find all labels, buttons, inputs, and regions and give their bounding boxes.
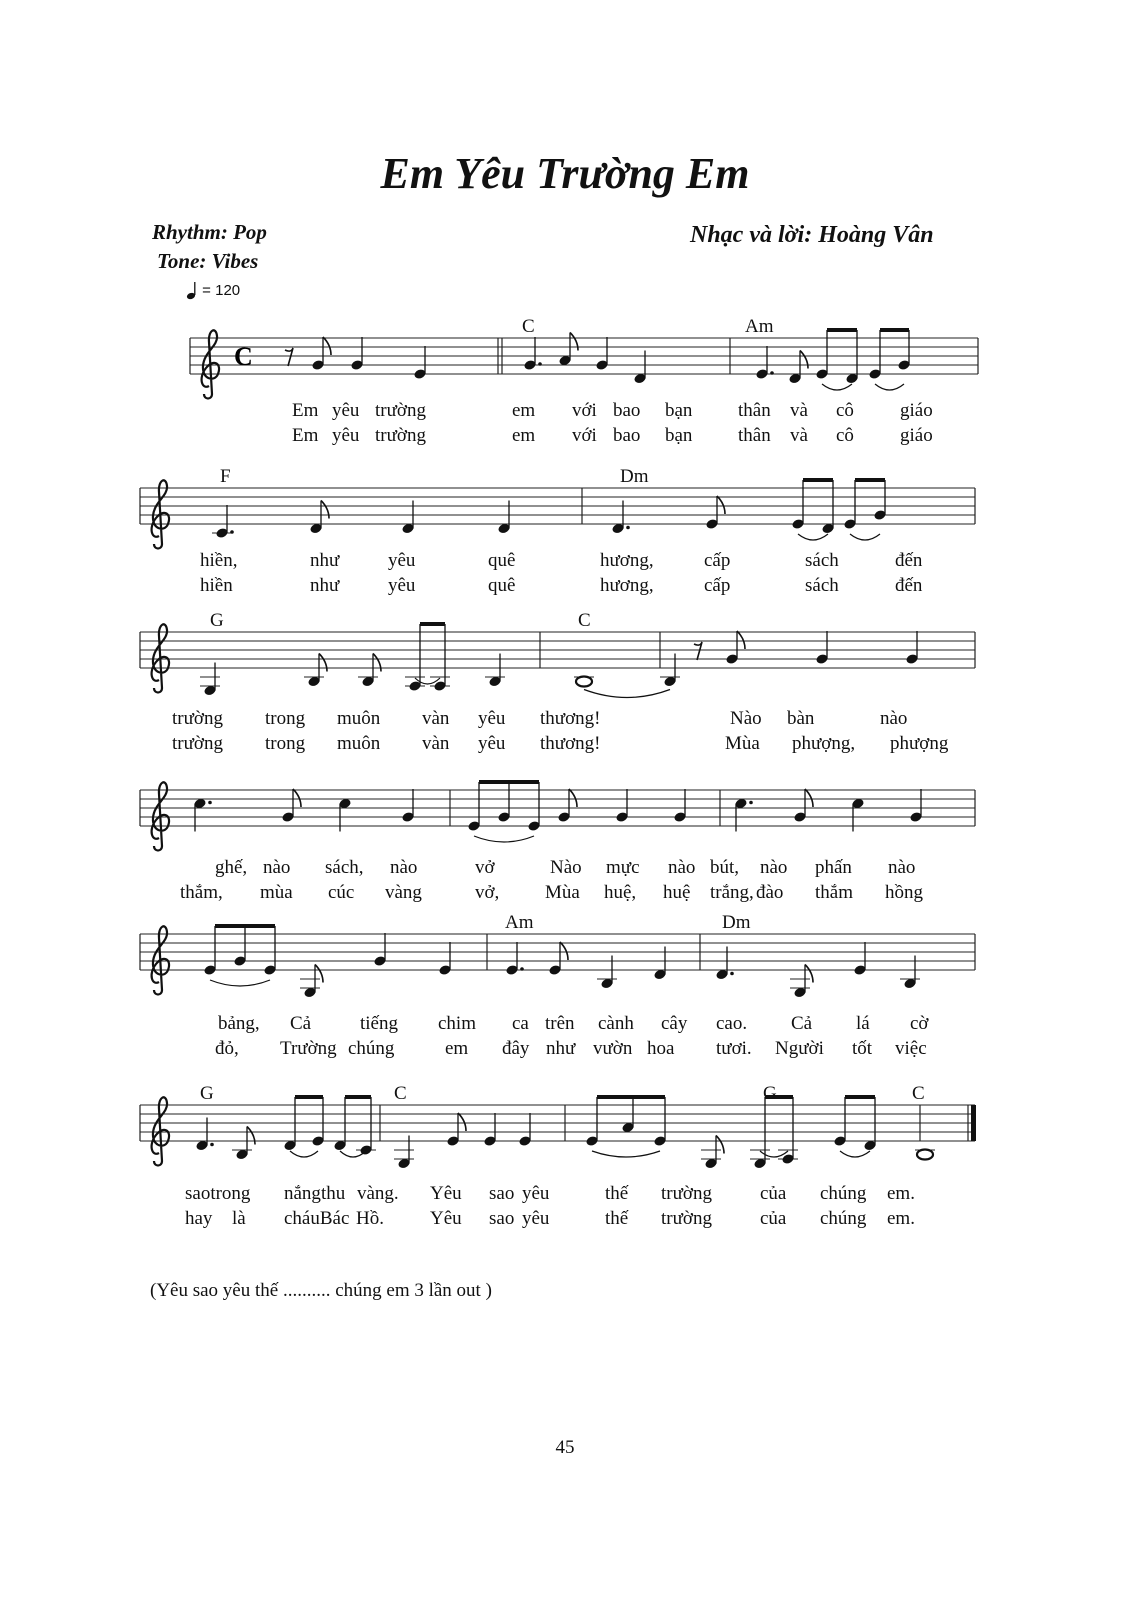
- verse1-lyric-syllable: của: [760, 1183, 787, 1204]
- verse1-lyric-syllable: trường: [661, 1183, 712, 1204]
- verse1-lyric-syllable: bao: [613, 400, 641, 421]
- verse1-lyric-syllable: thu: [321, 1183, 346, 1204]
- slur: [875, 384, 904, 390]
- chord-symbol: C: [522, 316, 535, 337]
- verse1-lyric-syllable: chim: [438, 1013, 476, 1034]
- verse1-lyric-syllable: nắng: [284, 1183, 321, 1204]
- verse2-lyric-syllable: thương!: [540, 733, 601, 754]
- verse1-lyric-syllable: ghế,: [215, 857, 248, 878]
- verse1-lyric-syllable: vở: [475, 857, 495, 878]
- verse2-lyric-syllable: trường: [375, 425, 426, 446]
- verse1-lyric-syllable: mực: [606, 857, 640, 878]
- verse1-lyric-syllable: Nào: [550, 857, 582, 878]
- verse1-lyric-syllable: hương,: [600, 550, 654, 571]
- chord-symbol: G: [763, 1083, 777, 1104]
- verse1-lyric-syllable: cao.: [716, 1013, 748, 1034]
- chord-symbol: G: [210, 610, 224, 631]
- note-flag: [569, 789, 577, 807]
- verse2-lyric-syllable: thế: [605, 1208, 629, 1229]
- verse2-lyric-syllable: phượng: [890, 733, 949, 754]
- verse2-lyric-syllable: Yêu: [430, 1208, 462, 1229]
- chord-symbol: C: [912, 1083, 925, 1104]
- verse2-lyric-syllable: trường: [172, 733, 223, 754]
- treble-clef-icon: [152, 782, 169, 850]
- treble-clef-icon: [152, 624, 169, 692]
- verse2-lyric-syllable: muôn: [337, 733, 381, 754]
- verse2-lyric-syllable: yêu: [522, 1208, 550, 1229]
- verse1-lyric-syllable: tiếng: [360, 1013, 398, 1034]
- treble-clef-icon: [152, 1097, 169, 1165]
- verse2-lyric-syllable: phượng,: [792, 733, 856, 754]
- verse2-lyric-syllable: vườn: [593, 1038, 633, 1059]
- verse1-lyric-syllable: sách: [805, 550, 839, 571]
- author-credit: Nhạc và lời: Hoàng Vân: [690, 222, 934, 248]
- note-flag: [560, 942, 568, 960]
- note-flag: [737, 631, 745, 649]
- note-beam: [345, 1095, 371, 1099]
- verse1-lyric-syllable: đến: [895, 550, 923, 571]
- verse2-lyric-syllable: Mùa: [545, 882, 580, 903]
- verse1-lyric-syllable: thương!: [540, 708, 601, 729]
- verse2-lyric-syllable: của: [760, 1208, 787, 1229]
- verse2-lyric-syllable: thắm: [815, 882, 853, 903]
- verse2-lyric-syllable: tốt: [852, 1038, 873, 1059]
- verse2-lyric-syllable: như: [310, 575, 340, 596]
- staff-system-3: [140, 622, 975, 698]
- verse2-lyric-syllable: Trường: [280, 1038, 337, 1059]
- verse2-lyric-syllable: cúc: [328, 882, 355, 903]
- verse2-lyric-syllable: trong: [265, 733, 306, 754]
- verse2-lyric-syllable: đỏ,: [215, 1038, 239, 1059]
- verse1-lyric-syllable: với: [572, 400, 597, 421]
- note-beam: [479, 780, 539, 784]
- whole-note: [917, 1150, 933, 1160]
- verse2-lyric-syllable: và: [790, 425, 808, 446]
- dot: [208, 801, 212, 805]
- verse2-lyric-syllable: yêu: [388, 575, 416, 596]
- verse2-lyric-syllable: hồng: [885, 882, 923, 903]
- verse1-lyric-syllable: cấp: [704, 550, 731, 571]
- verse1-lyric-syllable: nào: [888, 857, 916, 878]
- song-title: Em Yêu Trường Em: [380, 149, 750, 198]
- note-flag: [247, 1127, 255, 1145]
- verse2-lyric-syllable: Hồ.: [356, 1208, 384, 1229]
- verse1-lyric-syllable: Yêu: [430, 1183, 462, 1204]
- whole-note: [576, 677, 592, 687]
- verse2-lyric-syllable: em: [512, 425, 536, 446]
- note-flag: [321, 501, 329, 519]
- note-beam: [827, 328, 857, 332]
- slur: [822, 384, 852, 390]
- dot: [538, 362, 542, 366]
- eighth-rest: [285, 348, 293, 366]
- slur: [840, 1151, 870, 1157]
- verse1-lyric-syllable: cô: [836, 400, 854, 421]
- verse2-lyric-syllable: hoa: [647, 1038, 675, 1059]
- verse1-lyric-syllable: vàng.: [357, 1183, 399, 1204]
- note-flag: [717, 496, 725, 514]
- verse1-lyric-syllable: yêu: [522, 1183, 550, 1204]
- slur: [290, 1151, 318, 1157]
- staff-system-5: [140, 924, 975, 998]
- verse2-lyric-syllable: vở,: [475, 882, 500, 903]
- verse2-lyric-syllable: bạn: [665, 425, 693, 446]
- verse2-lyric-syllable: vàn: [422, 733, 450, 754]
- verse2-lyric-syllable: chúng: [348, 1038, 395, 1059]
- note-beam: [880, 328, 909, 332]
- verse2-lyric-syllable: mùa: [260, 882, 293, 903]
- note-flag: [800, 351, 808, 369]
- verse2-lyric-syllable: bao: [613, 425, 641, 446]
- verse1-lyric-syllable: nào: [880, 708, 908, 729]
- verse1-lyric-syllable: chúng: [820, 1183, 867, 1204]
- verse2-lyric-syllable: cấp: [704, 575, 731, 596]
- verse1-lyric-syllable: saotrong: [185, 1183, 251, 1204]
- verse2-lyric-syllable: Người: [775, 1038, 824, 1059]
- note-flag: [805, 789, 813, 807]
- verse2-lyric-syllable: chúng: [820, 1208, 867, 1229]
- verse2-lyric-syllable: với: [572, 425, 597, 446]
- verse2-lyric-syllable: trắng,: [710, 882, 754, 903]
- note-flag: [315, 965, 323, 983]
- staff-system-4: [140, 780, 975, 851]
- slur: [760, 1151, 788, 1157]
- dot: [626, 526, 630, 530]
- dot: [770, 371, 774, 375]
- verse1-lyric-syllable: giáo: [900, 400, 933, 421]
- verse1-lyric-syllable: Em: [292, 400, 319, 421]
- staff-system-2: [140, 478, 975, 549]
- verse1-lyric-syllable: yêu: [388, 550, 416, 571]
- note-beam: [295, 1095, 323, 1099]
- verse1-lyric-syllable: quê: [488, 550, 516, 571]
- verse1-lyric-syllable: sách,: [325, 857, 364, 878]
- verse2-lyric-syllable: quê: [488, 575, 516, 596]
- verse1-lyric-syllable: và: [790, 400, 808, 421]
- verse2-lyric-syllable: đào: [756, 882, 784, 903]
- verse2-lyric-syllable: Em: [292, 425, 319, 446]
- note-flag: [805, 965, 813, 983]
- note-flag: [716, 1136, 724, 1154]
- verse1-lyric-syllable: cây: [661, 1013, 688, 1034]
- note-beam: [597, 1095, 665, 1099]
- verse2-lyric-syllable: hay: [185, 1208, 213, 1229]
- verse2-lyric-syllable: cháuBác: [284, 1208, 350, 1229]
- verse1-lyric-syllable: bàn: [787, 708, 815, 729]
- note-beam: [215, 924, 275, 928]
- eighth-rest: [694, 642, 702, 660]
- page-number: 45: [555, 1437, 575, 1458]
- slur: [474, 836, 534, 842]
- slur: [210, 980, 270, 986]
- verse1-lyric-syllable: như: [310, 550, 340, 571]
- verse2-lyric-syllable: giáo: [900, 425, 933, 446]
- verse2-lyric-syllable: sách: [805, 575, 839, 596]
- verse1-lyric-syllable: cành: [598, 1013, 634, 1034]
- dot: [520, 967, 524, 971]
- slur: [798, 534, 828, 540]
- note-flag: [323, 337, 331, 355]
- verse1-lyric-syllable: vàn: [422, 708, 450, 729]
- verse2-lyric-syllable: thắm,: [180, 882, 223, 903]
- note-beam: [803, 478, 833, 482]
- time-signature: C: [234, 342, 253, 371]
- verse2-lyric-syllable: Mùa: [725, 733, 760, 754]
- verse1-lyric-syllable: lá: [856, 1013, 870, 1034]
- verse2-lyric-syllable: sao: [489, 1208, 515, 1229]
- note-beam: [855, 478, 885, 482]
- verse2-lyric-syllable: tươi.: [716, 1038, 752, 1059]
- tone-label: Tone: Vibes: [157, 249, 259, 273]
- verse1-lyric-syllable: Cả: [290, 1013, 312, 1034]
- staff-system-1: [190, 328, 978, 399]
- chord-symbol: G: [200, 1083, 214, 1104]
- chord-symbol: Am: [745, 316, 774, 337]
- verse1-lyric-syllable: ca: [512, 1013, 529, 1034]
- verse1-lyric-syllable: muôn: [337, 708, 381, 729]
- verse2-lyric-syllable: trường: [661, 1208, 712, 1229]
- verse2-lyric-syllable: là: [232, 1208, 246, 1229]
- verse2-lyric-syllable: yêu: [478, 733, 506, 754]
- verse2-lyric-syllable: em: [445, 1038, 469, 1059]
- note-flag: [373, 654, 381, 672]
- treble-clef-icon: [152, 480, 169, 548]
- slur: [850, 534, 880, 540]
- verse1-lyric-syllable: sao: [489, 1183, 515, 1204]
- verse2-lyric-syllable: em.: [887, 1208, 915, 1229]
- verse2-lyric-syllable: hiền: [200, 575, 233, 596]
- treble-clef-icon: [202, 330, 219, 398]
- verse2-lyric-syllable: vàng: [385, 882, 422, 903]
- verse1-lyric-syllable: trường: [172, 708, 223, 729]
- chord-symbol: F: [220, 466, 231, 487]
- verse1-lyric-syllable: trường: [375, 400, 426, 421]
- final-barline-thick: [971, 1105, 976, 1141]
- note-flag: [319, 654, 327, 672]
- note-beam: [845, 1095, 875, 1099]
- verse1-lyric-syllable: yêu: [478, 708, 506, 729]
- verse1-lyric-syllable: cờ: [910, 1013, 929, 1034]
- verse2-lyric-syllable: huệ: [663, 882, 691, 903]
- verse1-lyric-syllable: nào: [263, 857, 291, 878]
- verse2-lyric-syllable: huệ,: [604, 882, 637, 903]
- verse1-lyric-syllable: phấn: [815, 857, 852, 878]
- verse1-lyric-syllable: bạn: [665, 400, 693, 421]
- note-flag: [293, 789, 301, 807]
- chord-symbol: Am: [505, 912, 534, 933]
- verse2-lyric-syllable: đây: [502, 1038, 530, 1059]
- dot: [230, 530, 234, 534]
- verse2-lyric-syllable: thân: [738, 425, 771, 446]
- verse1-lyric-syllable: nào: [668, 857, 696, 878]
- verse1-lyric-syllable: hiền,: [200, 550, 238, 571]
- verse1-lyric-syllable: trên: [545, 1013, 575, 1034]
- verse1-lyric-syllable: thân: [738, 400, 771, 421]
- verse2-lyric-syllable: việc: [895, 1038, 927, 1059]
- verse1-lyric-syllable: yêu: [332, 400, 360, 421]
- verse1-lyric-syllable: thế: [605, 1183, 629, 1204]
- dot: [210, 1143, 214, 1147]
- note-beam: [420, 622, 445, 626]
- note-flag: [458, 1113, 466, 1131]
- note-flag: [570, 333, 578, 351]
- verse2-lyric-syllable: đến: [895, 575, 923, 596]
- verse1-lyric-syllable: nào: [760, 857, 788, 878]
- verse1-lyric-syllable: trong: [265, 708, 306, 729]
- verse2-lyric-syllable: yêu: [332, 425, 360, 446]
- dot: [749, 801, 753, 805]
- tempo-value: = 120: [202, 282, 241, 299]
- chord-symbol: C: [394, 1083, 407, 1104]
- rhythm-label: Rhythm: Pop: [152, 220, 267, 244]
- chord-symbol: C: [578, 610, 591, 631]
- treble-clef-icon: [152, 926, 169, 994]
- verse2-lyric-syllable: như: [546, 1038, 576, 1059]
- verse2-lyric-syllable: hương,: [600, 575, 654, 596]
- verse1-lyric-syllable: Cả: [791, 1013, 813, 1034]
- verse1-lyric-syllable: em: [512, 400, 536, 421]
- verse1-lyric-syllable: bảng,: [218, 1013, 260, 1034]
- verse1-lyric-syllable: bút,: [710, 857, 740, 878]
- staff-system-6: [140, 1095, 976, 1169]
- verse2-lyric-syllable: cô: [836, 425, 854, 446]
- verse1-lyric-syllable: em.: [887, 1183, 915, 1204]
- chord-symbol: Dm: [620, 466, 649, 487]
- verse1-lyric-syllable: nào: [390, 857, 418, 878]
- verse1-lyric-syllable: Nào: [730, 708, 762, 729]
- slur: [592, 1151, 660, 1157]
- dot: [730, 972, 734, 976]
- chord-symbol: Dm: [722, 912, 751, 933]
- tie: [584, 690, 670, 698]
- footer-note: (Yêu sao yêu thế .......... chúng em 3 lần out ): [150, 1280, 492, 1301]
